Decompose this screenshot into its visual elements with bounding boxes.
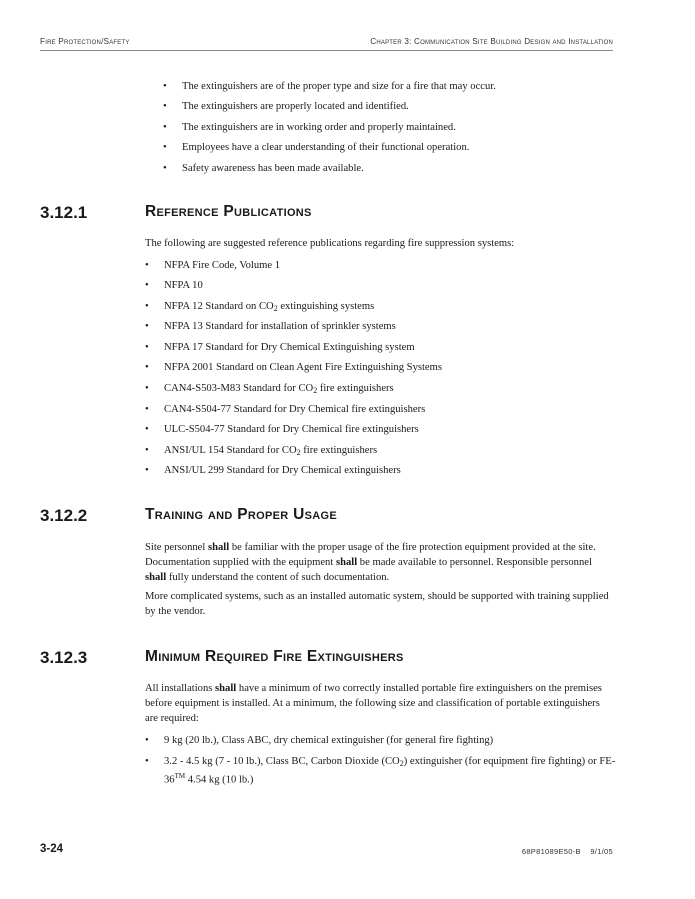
bullet-icon: • (145, 301, 149, 312)
bullet-icon: • (163, 101, 167, 112)
paragraph: More complicated systems, such as an installed automatic system, should be supported with training supplied by the vendor. (145, 591, 609, 617)
section-number: 3.12.1 (40, 203, 88, 222)
bullet-icon: • (145, 321, 149, 332)
section-title: Reference Publications (145, 203, 312, 220)
paragraph: Site personnel shall be familiar with the proper usage of the fire protection equipment provided at the site. Documentation supplied with the equipment shall be made available to personnel. Responsible personnel shall fully understand the content of such documentation. (145, 542, 596, 583)
bullet-icon: • (163, 81, 167, 92)
bullet-icon: • (145, 280, 149, 291)
running-header-right: Chapter 3: Communication Site Building Design and Installation (370, 37, 613, 46)
section-number: 3.12.3 (40, 648, 88, 667)
bullet-icon: • (145, 424, 149, 435)
bullet-icon: • (145, 445, 149, 456)
bullet-icon: • (145, 465, 149, 476)
header-rule (40, 50, 613, 51)
document-id: 68P81089E50-B 9/1/05 (521, 847, 613, 856)
bullet-icon: • (163, 163, 167, 174)
bullet-icon: • (145, 260, 149, 271)
running-header-left: Fire Protection/Safety (40, 37, 130, 46)
bullet-icon: • (145, 342, 149, 353)
bullet-icon: • (145, 383, 149, 394)
page-number: 3-24 (40, 843, 64, 855)
bullet-icon: • (163, 142, 167, 153)
bullet-icon: • (145, 362, 149, 373)
section-number: 3.12.2 (40, 506, 88, 525)
bullet-icon: • (163, 122, 167, 133)
bullet-icon: • (145, 756, 149, 767)
bullet-icon: • (145, 735, 149, 746)
section-intro: The following are suggested reference publications regarding fire suppression systems: (145, 238, 515, 249)
section-title: Training and Proper Usage (145, 506, 337, 523)
section-title: Minimum Required Fire Extinguishers (145, 648, 404, 665)
bullet-icon: • (145, 404, 149, 415)
paragraph: All installations shall have a minimum of two correctly installed portable fire extinguishers on the premises before equipment is installed. At a minimum, the following size and classification of portable extinguishers are required: (145, 683, 602, 724)
